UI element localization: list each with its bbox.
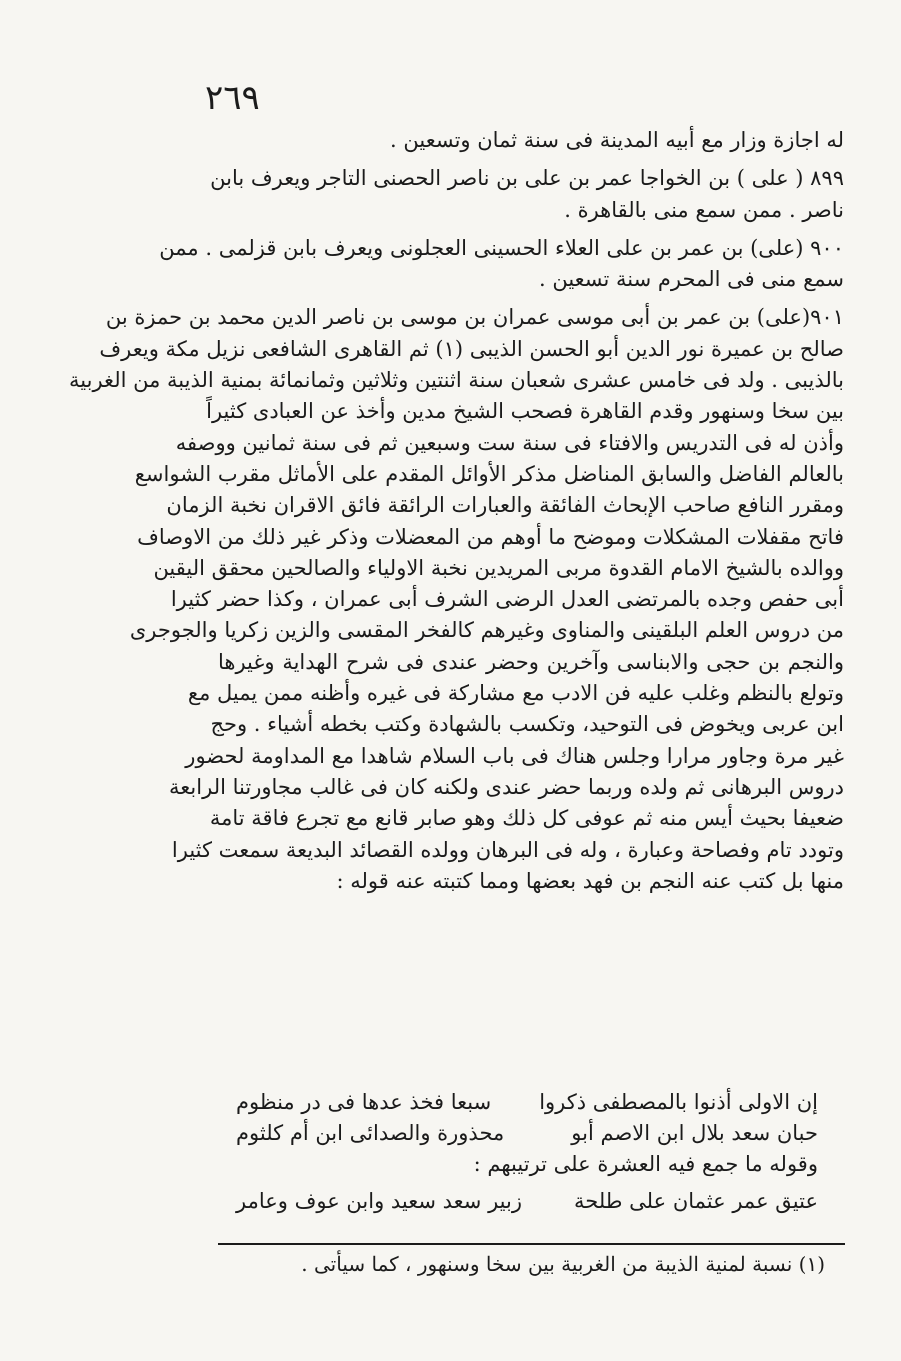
text-line: وتولع بالنظم وغلب عليه فن الادب مع مشاركة فى غيره وأظنه ممن يميل مع bbox=[187, 681, 844, 706]
page-number: ٢٦٩ bbox=[205, 78, 260, 118]
entry-900-line: ٩٠٠ (على) بن عمر بن على العلاء الحسينى العجلونى ويعرف بابن قزلمى . ممن bbox=[159, 235, 844, 260]
verse-2-second-half: محذورة والصدائى ابن أم كلثوم bbox=[236, 1121, 505, 1145]
text-line: وتودد تام وفصاحة وعبارة ، وله فى البرهان وولده القصائد البديعة سمعت كثيرا bbox=[171, 837, 844, 862]
text-line: ووالده بالشيخ الامام القدوة مربى المريدين نخبة الاولياء والصالحين محقق اليقين bbox=[153, 555, 844, 580]
verse-2-first-half: حبان سعد بلال ابن الاصم أبو bbox=[571, 1121, 818, 1145]
verse-1 bbox=[236, 1087, 818, 1118]
text-line: له اجازة وزار مع أبيه المدينة فى سنة ثمان وتسعين . bbox=[390, 128, 844, 152]
poem-intro: وقوله ما جمع فيه العشرة على ترتيبهم : bbox=[473, 1152, 818, 1176]
verse-2 bbox=[236, 1118, 818, 1149]
footnote-divider bbox=[218, 1243, 845, 1245]
text-line: والنجم بن حجى والابناسى وآخرين وحضر عندى فى شرح الهداية وغيرها bbox=[218, 649, 844, 674]
text-line: سمع منى فى المحرم سنة تسعين . bbox=[538, 267, 844, 292]
text-line: ومقرر النافع صاحب الإبحاث الفائقة والعبارات الرائقة فائق الاقران نخبة الزمان bbox=[166, 493, 844, 518]
text-line: ضعيفا بحيث أيس منه ثم عوفى كل ذلك وهو صابر قانع مع تجرع فاقة تامة bbox=[209, 806, 844, 831]
text-line: بالذيبى . ولد فى خامس عشرى شعبان سنة اثنتين وثلاثين وثمانمائة بمنية الذيبة من الغربية bbox=[69, 368, 844, 393]
verse-1-first-half: إن الاولى أذنوا بالمصطفى ذكروا bbox=[539, 1090, 818, 1114]
text-line: من دروس العلم البلقينى والمناوى وغيرهم كالفخر المقسى والزين زكريا والجوجرى bbox=[129, 618, 844, 643]
text-line: دروس البرهانى ثم ولده وربما حضر عندى ولكنه كان فى غالب مجاورتنا الرابعة bbox=[169, 774, 844, 799]
text-line: منها بل كتب عنه النجم بن فهد بعضها ومما كتبته عنه قوله : bbox=[336, 868, 844, 893]
verse-3 bbox=[236, 1186, 818, 1217]
entry-901-line: ٩٠١(على) بن عمر بن أبى موسى عمران بن موسى بن ناصر الدين محمد بن حمزة بن bbox=[105, 305, 844, 330]
poem bbox=[236, 1087, 818, 1217]
text-line: صالح بن عميرة نور الدين أبو الحسن الذيبى (١) ثم القاهرى الشافعى نزيل مكة ويعرف bbox=[99, 336, 844, 361]
verse-3-second-half: زبير سعد سعيد وابن عوف وعامر bbox=[236, 1189, 522, 1213]
text-line: غير مرة وجاور مرارا وجلس هناك فى باب السلام شاهدا مع المداومة لحضور bbox=[185, 743, 844, 768]
text-line: وأذن له فى التدريس والافتاء فى سنة ست وسبعين ثم فى سنة ثمانين ووصفه bbox=[175, 430, 844, 455]
text-line: أبى حفص وجده بالمرتضى العدل الرضى الشرف أبى عمران ، وكذا حضر كثيرا bbox=[170, 587, 844, 612]
text-line: ابن عربى ويخوض فى التوحيد، وتكسب بالشهادة وكتب بخطه أشياء . وحج bbox=[210, 712, 844, 737]
footnote: (١) نسبة لمنية الذيبة من الغربية بين سخا وسنهور ، كما سيأتى . bbox=[301, 1252, 825, 1276]
text-line: فاتح مقفلات المشكلات وموضح ما أوهم من المعضلات وذكر غير ذلك من الاوصاف bbox=[137, 524, 844, 549]
text-line: بين سخا وسنهور وقدم القاهرة فصحب الشيخ مدين وأخذ عن العبادى كثيراً bbox=[206, 399, 844, 424]
text-line: بالعالم الفاضل والسابق المناضل مذكر الأوائل المقدم على الأماثل مقرب الشواسع bbox=[134, 461, 844, 486]
main-text bbox=[69, 125, 844, 897]
text-line: ناصر . ممن سمع منى بالقاهرة . bbox=[564, 197, 844, 222]
verse-1-second-half: سبعا فخذ عدها فى در منظوم bbox=[236, 1090, 492, 1114]
verse-3-first-half: عتيق عمر عثمان على طلحة bbox=[574, 1189, 818, 1213]
entry-899-line: ٨٩٩ ( على ) بن الخواجا عمر بن على بن ناصر الحصنى التاجر ويعرف بابن bbox=[210, 166, 844, 191]
